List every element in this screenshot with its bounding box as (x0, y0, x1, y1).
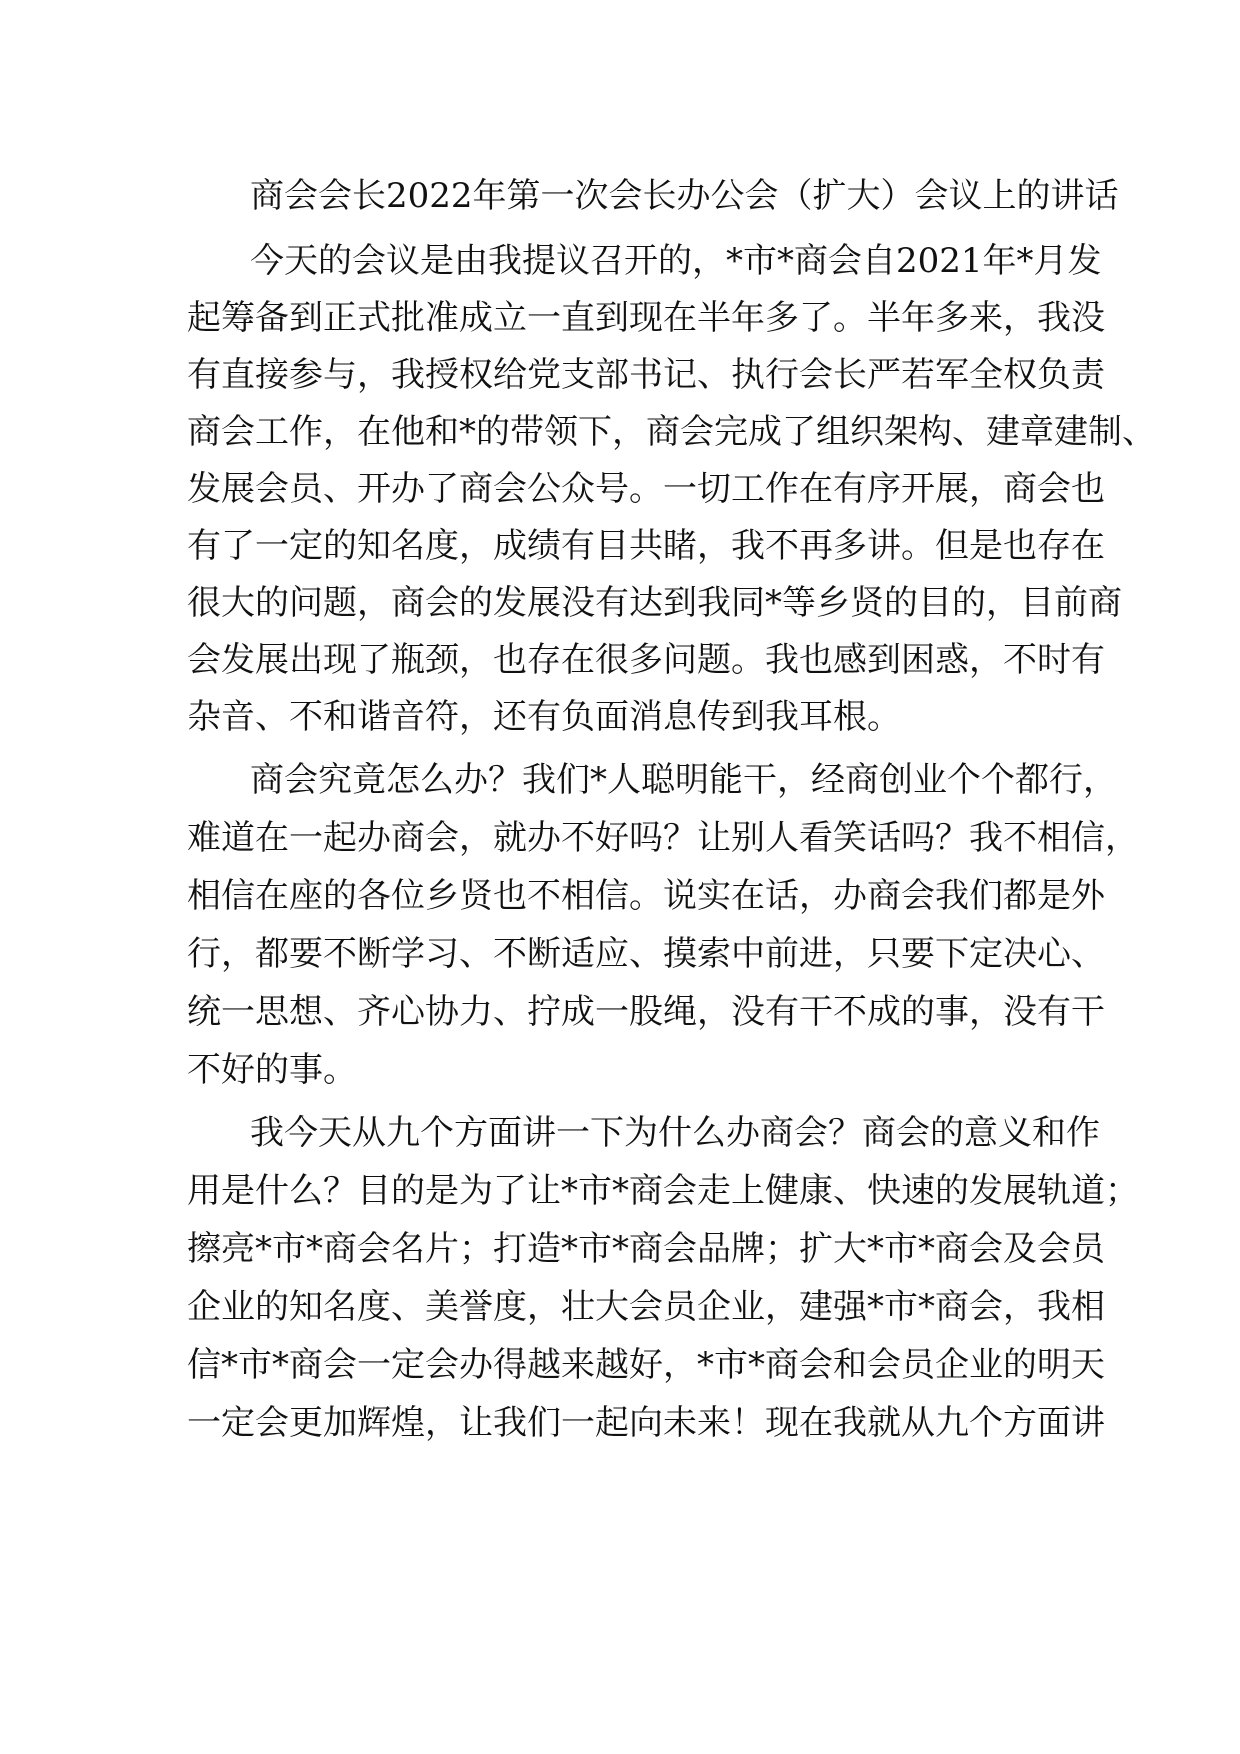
text-line: 会发展出现了瓶颈，也存在很多问题。我也感到困惑，不时有 (187, 640, 1105, 680)
text-line: 统一思想、齐心协力、拧成一股绳，没有干不成的事，没有干 (187, 992, 1105, 1032)
text-line: 企业的知名度、美誉度，壮大会员企业，建强*市*商会，我相 (187, 1287, 1105, 1327)
text-line: 发展会员、开办了商会公众号。一切工作在有序开展，商会也 (187, 469, 1105, 509)
text-line: 我今天从九个方面讲一下为什么办商会？商会的意义和作 (250, 1113, 1100, 1153)
text-line: 有了一定的知名度，成绩有目共睹，我不再多讲。但是也存在 (187, 526, 1105, 566)
text-line: 有直接参与，我授权给党支部书记、执行会长严若军全权负责 (187, 355, 1105, 395)
text-line: 起筹备到正式批准成立一直到现在半年多了。半年多来，我没 (187, 298, 1105, 338)
document-title: 商会会长2022年第一次会长办公会（扩大）会议上的讲话 (250, 176, 1119, 216)
text-line: 商会工作，在他和*的带领下，商会完成了组织架构、建章建制、 (187, 412, 1156, 452)
text-line: 商会究竟怎么办？我们*人聪明能干，经商创业个个都行， (250, 760, 1117, 800)
text-line: 难道在一起办商会，就办不好吗？让别人看笑话吗？我不相信， (187, 818, 1139, 858)
text-line: 不好的事。 (187, 1050, 357, 1090)
text-line: 用是什么？目的是为了让*市*商会走上健康、快速的发展轨道； (187, 1171, 1139, 1211)
text-line: 相信在座的各位乡贤也不相信。说实在话，办商会我们都是外 (187, 876, 1105, 916)
text-line: 杂音、不和谐音符，还有负面消息传到我耳根。 (187, 697, 901, 737)
text-line: 行，都要不断学习、不断适应、摸索中前进，只要下定决心、 (187, 934, 1105, 974)
text-line: 信*市*商会一定会办得越来越好，*市*商会和会员企业的明天 (187, 1345, 1105, 1385)
text-line: 擦亮*市*商会名片；打造*市*商会品牌；扩大*市*商会及会员 (187, 1229, 1105, 1269)
text-line: 一定会更加辉煌，让我们一起向未来！现在我就从九个方面讲 (187, 1403, 1105, 1443)
text-line: 很大的问题，商会的发展没有达到我同*等乡贤的目的，目前商 (187, 583, 1122, 623)
text-line: 今天的会议是由我提议召开的，*市*商会自2021年*月发 (250, 241, 1102, 281)
